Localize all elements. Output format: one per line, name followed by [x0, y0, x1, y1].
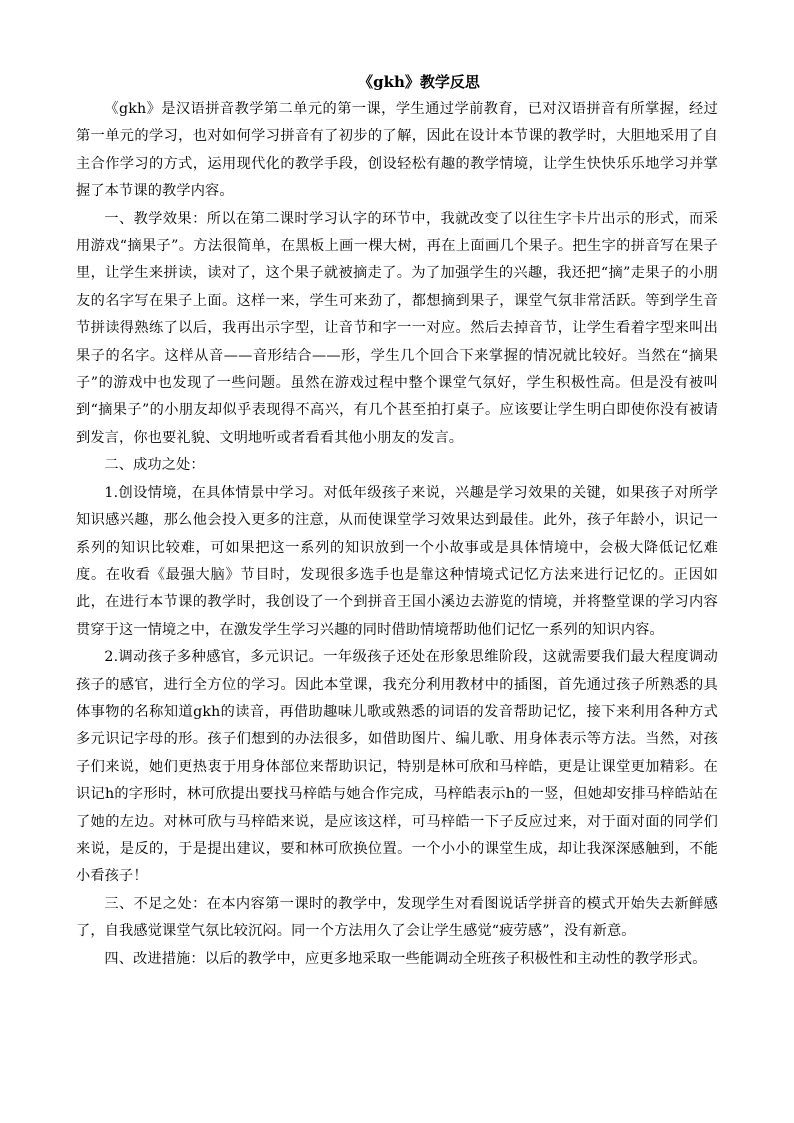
document-title: 《gkh》教学反思	[358, 73, 480, 91]
paragraph-success-point-1: 1.创设情境，在具体情景中学习。对低年级孩子来说，兴趣是学习效果的关键，如果孩子对所学知识感兴趣，那么他会投入更多的注意，从而使课堂学习效果达到最佳。此外，孩子年龄小，识记一系列的知识比较难，可如果把这一系列的知识放到一个小故事或是具体情境中，会极大降低记忆难度。在收看《最强大脑》节目时，发现很多选手也是靠这种情境式记忆方法来进行记忆的。正因如此，在进行本节课的教学时，我创设了一个到拼音王国小溪边去游览的情境，并将整堂课的学习内容贯穿于这一情境之中，在激发学生学习兴趣的同时借助情境帮助他们记忆一系列的知识内容。	[76, 484, 718, 638]
paragraph-improvements: 四、改进措施：以后的教学中，应更多地采取一些能调动全班孩子积极性和主动性的教学形式。	[104, 950, 707, 967]
paragraph-teaching-effect: 一、教学效果：所以在第二课时学习认字的环节中，我就改变了以往生字卡片出示的形式，而采用游戏“摘果子”。方法很简单，在黑板上画一棵大树，再在上面画几个果子。把生字的拼音写在果子里，让学生来拼读，读对了，这个果子就被摘走了。为了加强学生的兴趣，我还把“摘”走果子的小朋友的名字写在果子上面。这样一来，学生可来劲了，都想摘到果子，课堂气氛非常活跃。等到学生音节拼读得熟练了以后，我再出示字型，让音节和字一一对应。然后去掉音节，让学生看着字型来叫出果子的名字。这样从音——音形结合——形，学生几个回合下来掌握的情况就比较好。当然在“摘果子”的游戏中也发现了一些问题。虽然在游戏过程中整个课堂气氛好，学生积极性高。但是没有被叫到“摘果子”的小朋友却似乎表现得不高兴，有几个甚至拍打桌子。应该要让学生明白即使你没有被请到发言，你也要礼貌、文明地听或者看看其他小朋友的发言。	[76, 210, 718, 446]
paragraph-shortcomings: 三、不足之处：在本内容第一课时的教学中，发现学生对看图说话学拼音的模式开始失去新鲜感了，自我感觉课堂气氛比较沉闷。同一个方法用久了会让学生感觉“疲劳感”，没有新意。	[76, 895, 718, 940]
paragraph-success-point-2: 2.调动孩子多种感官，多元识记。一年级孩子还处在形象思维阶段，这就需要我们最大程度调动孩子的感官，进行全方位的学习。因此本堂课，我充分利用教材中的插图，首先通过孩子所熟悉的具体事物的名称知道gkh的读音，再借助趣味儿歌或熟悉的词语的发音帮助记忆，接下来利用各种方式多元识记字母的形。孩子们想到的办法很多，如借助图片、编儿歌、用身体表示等方法。当然，对孩子们来说，她们更热衷于用身体部位来帮助识记，特别是林可欣和马梓皓，更是让课堂更加精彩。在识记h的字形时，林可欣提出要找马梓皓与她合作完成，马梓皓表示h的一竖，但她却安排马梓皓站在了她的左边。对林可欣与马梓皓来说，是应该这样，可马梓皓一下子反应过来，对于面对面的同学们来说，是反的，于是提出建议，要和林可欣换位置。一个小小的课堂生成，却让我深深感触到，不能小看孩子！	[76, 649, 718, 885]
document-page	[76, 68, 718, 973]
paragraph-success-heading: 二、成功之处：	[104, 457, 205, 474]
paragraph-intro: 《gkh》是汉语拼音教学第二单元的第一课，学生通过学前教育，已对汉语拼音有所掌握，经过第一单元的学习，也对如何学习拼音有了初步的了解，因此在设计本节课的教学时，大胆地采用了自主合作学习的方式，运用现代化的教学手段，创设轻松有趣的教学情境，让学生快快乐乐地学习并掌握了本节课的教学内容。	[76, 101, 718, 200]
